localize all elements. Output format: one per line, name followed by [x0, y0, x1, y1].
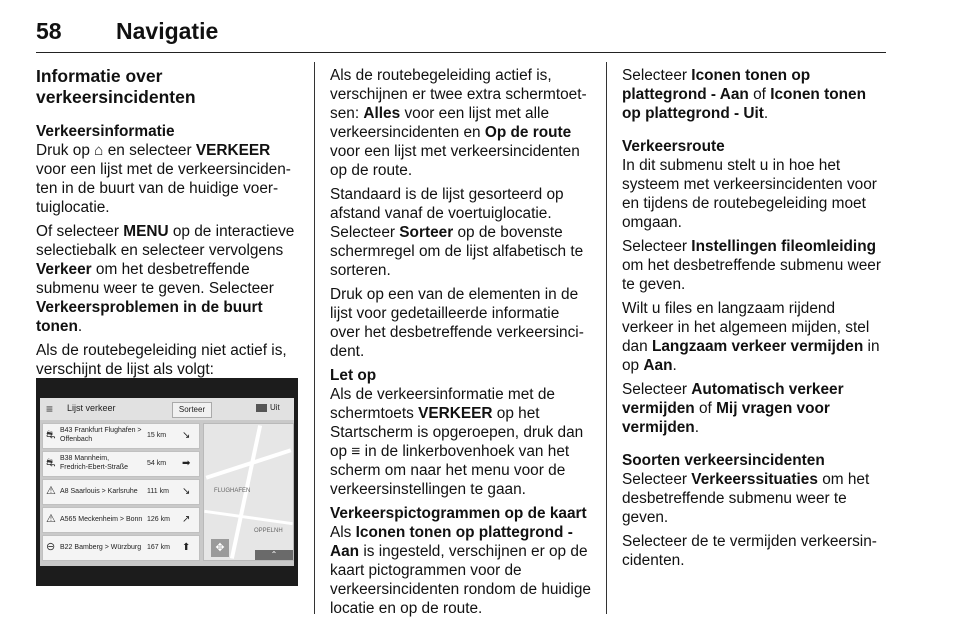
text: op het Startscherm is opgeroepen, druk dan op: [330, 405, 584, 460]
bold-term: Verkeer: [36, 261, 92, 278]
note-box: [330, 366, 592, 499]
text: Selecteer: [622, 381, 692, 398]
bold-term: Iconen tonen op plattegrond - Uit: [622, 86, 866, 122]
column-2: [330, 66, 592, 623]
text: voor een lijst met de verkeersincidenten in de buurt van de huidige voertuiglocatie.: [36, 161, 291, 216]
subheading: Soorten verkeersincidenten: [622, 452, 825, 469]
traffic-jam-icon: ⛐: [46, 457, 56, 469]
text: voor een lijst met verkeersincidenten op de route.: [330, 143, 580, 179]
paragraph: [36, 222, 298, 336]
off-toggle: [256, 403, 280, 412]
text: Wilt u files en langzaam rijdend verkeer in het algemeen mijden, stel dan: [622, 300, 870, 355]
text: Standaard is de lijst gesorteerd op afstand vanaf de voertuiglocatie. Selecteer: [330, 186, 564, 241]
bold-term: Mij vragen voor vermijden: [622, 400, 830, 436]
column-divider: [314, 62, 315, 614]
text: om het desbetreffende submenu weer te geven. Selecteer: [36, 261, 274, 297]
bold-term: Aan: [643, 357, 673, 374]
subheading: Verkeerspictogrammen op de kaart: [330, 505, 587, 522]
screen-title: Lijst verkeer: [67, 403, 116, 413]
paragraph: [622, 299, 888, 375]
warning-icon: ⚠: [46, 485, 56, 497]
sort-button: Sorteer: [172, 402, 212, 418]
text: Als: [330, 524, 356, 541]
list-item: [42, 451, 200, 477]
heading-line: verkeersincidenten: [36, 87, 196, 107]
map-view: [203, 423, 294, 561]
road-closed-icon: ⊖: [46, 541, 56, 553]
subheading: Verkeersroute: [622, 138, 725, 155]
section-heading: [36, 66, 298, 108]
paragraph: Selecteer de te vermijden verkeersincidenten.: [622, 533, 877, 569]
text: .: [694, 419, 699, 436]
text: Selecteer: [622, 238, 692, 255]
chevron-up-icon: ⌃: [255, 550, 293, 560]
bold-term: Op de route: [484, 124, 572, 141]
bold-term: Iconen tonen op plattegrond - Aan: [622, 67, 811, 103]
bold-term: VERKEER: [195, 142, 271, 159]
text: en selecteer: [103, 142, 196, 159]
text: om het desbetreffende submenu weer te geven.: [622, 257, 881, 293]
text: Offenbach: [60, 436, 93, 443]
map-label: OPPELNH: [254, 528, 283, 534]
text: in de linkerbovenhoek van het scherm om naar het menu voor de verkeersinstellingen te gaan.: [330, 443, 570, 498]
text: of: [694, 400, 717, 417]
paragraph: Druk op een van de elementen in de lijst voor gedetailleerde informatie over het desbetreffende verkeersincident.: [330, 286, 584, 360]
direction-icon: ↘: [182, 430, 191, 441]
item-text: B22 Bamberg > Würzburg: [60, 544, 142, 551]
off-label: Uit: [270, 403, 280, 412]
pan-icon: ✥: [211, 539, 229, 557]
menu-icon: ≡: [46, 402, 54, 416]
text: in op: [622, 338, 880, 374]
text: B43 Frankfurt Flughafen >: [60, 427, 142, 434]
traffic-list: [42, 423, 200, 563]
chapter-title: Navigatie: [116, 18, 219, 44]
text: Druk op: [36, 142, 95, 159]
item-text: A565 Meckenheim > Bonn: [60, 516, 143, 523]
item-text: [60, 454, 150, 472]
traffic-jam-icon: ⛐: [46, 429, 56, 441]
item-distance: 54 km: [147, 460, 167, 467]
paragraph: [622, 451, 888, 527]
item-distance: 126 km: [147, 516, 170, 523]
bold-term: MENU: [123, 223, 169, 240]
traffic-off-icon: [256, 404, 267, 412]
list-item: [42, 507, 200, 533]
paragraph: [622, 66, 888, 123]
text: In dit submenu stelt u in hoe het systeem met verkeersincidenten voor en tijdens de routebegeleiding moet omgaan.: [622, 157, 877, 231]
item-distance: 15 km: [147, 432, 167, 439]
paragraph: Als de routebegeleiding niet actief is, verschijnt de lijst als volgt:: [36, 342, 287, 378]
bold-term: Verkeersproblemen in de buurt tonen: [36, 299, 263, 335]
bold-term: Langzaam verkeer vermijden: [651, 338, 864, 355]
title-bar: [40, 398, 294, 420]
text: .: [672, 357, 677, 374]
paragraph: [330, 504, 592, 618]
bold-term: VERKEER: [418, 405, 493, 422]
direction-icon: ➡: [182, 458, 191, 469]
text: of: [748, 86, 771, 103]
map-road: [204, 510, 293, 525]
bold-term: Automatisch verkeer vermijden: [622, 381, 844, 417]
direction-icon: ↘: [182, 486, 191, 497]
paragraph: [622, 237, 888, 294]
text: B38 Mannheim,: [60, 455, 110, 462]
subheading: Verkeersinformatie: [36, 123, 175, 140]
text: is ingesteld, verschijnen er op de kaart pictogrammen voor de verkeersincidenten rondom de huidige locatie en op de route.: [330, 543, 591, 617]
note-title: Let op: [330, 367, 377, 384]
home-icon: ⌂: [94, 142, 104, 159]
text: Als de routebegeleiding actief is, verschijnen er twee extra schermtoetsen:: [330, 67, 587, 122]
text: .: [77, 318, 83, 335]
direction-icon: ⬆: [182, 542, 191, 553]
paragraph: [622, 137, 888, 232]
screenshot-figure: [36, 378, 298, 586]
item-text: A8 Saarlouis > Karlsruhe: [60, 488, 138, 495]
warning-icon: ⚠: [46, 513, 56, 525]
text: op de interactieve selectiebalk en selecteer vervolgens: [36, 223, 295, 259]
column-3: [622, 66, 888, 575]
bold-term: Iconen tonen op plattegrond - Aan: [330, 524, 573, 560]
list-item: [42, 423, 200, 449]
display-screen: [40, 398, 294, 566]
item-distance: 111 km: [147, 488, 169, 495]
bold-term: Instellingen fileomleiding: [691, 238, 876, 255]
text: .: [763, 105, 769, 122]
text: Selecteer: [622, 67, 692, 84]
text: Fredrich-Ebert-Straße: [60, 464, 129, 471]
page-header: [36, 18, 886, 53]
item-distance: 167 km: [147, 544, 170, 551]
map-label: FLUGHAFEN: [214, 488, 251, 494]
paragraph: [330, 66, 592, 180]
list-item: [42, 535, 200, 561]
text: voor een lijst met alle verkeersincidenten en: [330, 105, 550, 141]
column-divider: [606, 62, 607, 614]
text: Als de verkeersinformatie met de schermtoets: [330, 386, 555, 422]
bold-term: Alles: [363, 105, 401, 122]
page-number: 58: [36, 18, 62, 44]
text: op de bovenste schermregel om de lijst alfabetisch te sorteren.: [330, 224, 584, 279]
text: Of selecteer: [36, 223, 124, 240]
traffic-menu-icon: ≡: [351, 443, 361, 460]
paragraph: [622, 380, 888, 437]
item-text: [60, 426, 150, 444]
paragraph: [36, 122, 298, 217]
bold-term: Sorteer: [399, 224, 454, 241]
paragraph: [330, 185, 592, 280]
text: Selecteer: [622, 471, 692, 488]
bold-term: Verkeerssituaties: [691, 471, 818, 488]
text: om het desbetreffende submenu weer te geven.: [622, 471, 870, 526]
direction-icon: ↗: [182, 514, 191, 525]
heading-line: Informatie over: [36, 66, 163, 86]
list-item: [42, 479, 200, 505]
column-1: [36, 66, 298, 384]
